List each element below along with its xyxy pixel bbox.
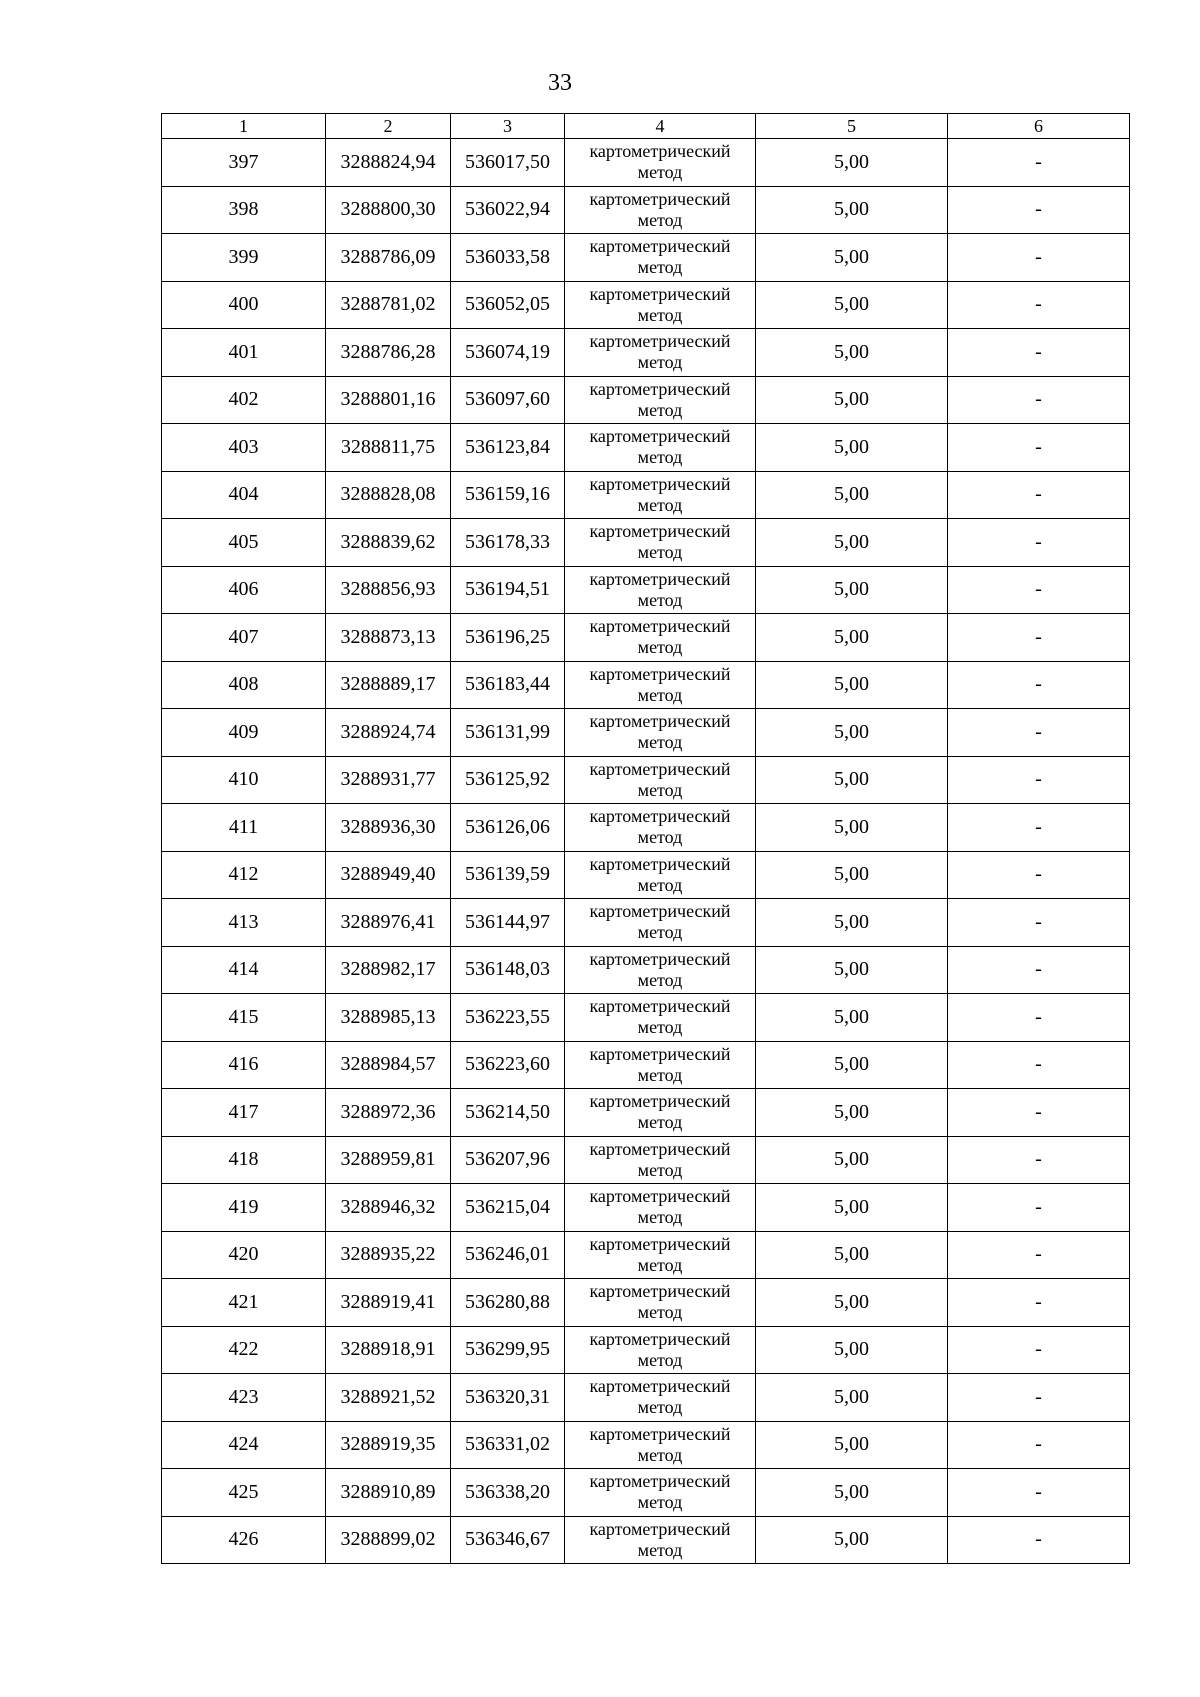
y-coordinate-cell: 536299,95 bbox=[451, 1326, 565, 1374]
table-row bbox=[162, 1469, 1130, 1517]
accuracy-cell: 5,00 bbox=[756, 329, 948, 377]
table-row bbox=[162, 1374, 1130, 1422]
method-text-line: картометрический bbox=[589, 711, 731, 732]
method-text-line: картометрический bbox=[589, 1328, 731, 1349]
y-coordinate-cell: 536148,03 bbox=[451, 946, 565, 994]
note-cell: - bbox=[948, 329, 1130, 377]
y-coordinate-cell: 536033,58 bbox=[451, 234, 565, 282]
method-text-line: метод bbox=[637, 162, 683, 183]
table-row bbox=[162, 804, 1130, 852]
table-row bbox=[162, 519, 1130, 567]
table-row bbox=[162, 1184, 1130, 1232]
method-cell bbox=[565, 424, 756, 472]
accuracy-cell: 5,00 bbox=[756, 994, 948, 1042]
method-text-line: картометрический bbox=[589, 473, 731, 494]
point-number-cell: 404 bbox=[162, 471, 326, 519]
method-text-line: картометрический bbox=[589, 758, 731, 779]
accuracy-cell: 5,00 bbox=[756, 1374, 948, 1422]
accuracy-cell: 5,00 bbox=[756, 471, 948, 519]
note-cell: - bbox=[948, 804, 1130, 852]
x-coordinate-cell: 3288949,40 bbox=[326, 851, 451, 899]
method-text-line: картометрический bbox=[589, 378, 731, 399]
y-coordinate-cell: 536125,92 bbox=[451, 756, 565, 804]
accuracy-cell: 5,00 bbox=[756, 614, 948, 662]
point-number-cell: 426 bbox=[162, 1516, 326, 1564]
method-cell bbox=[565, 946, 756, 994]
method-text-line: метод bbox=[637, 399, 683, 420]
point-number-cell: 424 bbox=[162, 1421, 326, 1469]
method-text-line: метод bbox=[637, 542, 683, 563]
point-number-cell: 425 bbox=[162, 1469, 326, 1517]
method-cell bbox=[565, 804, 756, 852]
method-cell bbox=[565, 1184, 756, 1232]
method-text-line: метод bbox=[637, 352, 683, 373]
x-coordinate-cell: 3288984,57 bbox=[326, 1041, 451, 1089]
accuracy-cell: 5,00 bbox=[756, 1421, 948, 1469]
note-cell: - bbox=[948, 566, 1130, 614]
y-coordinate-cell: 536320,31 bbox=[451, 1374, 565, 1422]
method-text-line: картометрический bbox=[589, 1091, 731, 1112]
y-coordinate-cell: 536123,84 bbox=[451, 424, 565, 472]
note-cell: - bbox=[948, 1279, 1130, 1327]
x-coordinate-cell: 3288786,09 bbox=[326, 234, 451, 282]
table-row bbox=[162, 566, 1130, 614]
method-text-line: картометрический bbox=[589, 283, 731, 304]
y-coordinate-cell: 536144,97 bbox=[451, 899, 565, 947]
method-cell bbox=[565, 1469, 756, 1517]
point-number-cell: 398 bbox=[162, 186, 326, 234]
method-cell bbox=[565, 1136, 756, 1184]
x-coordinate-cell: 3288786,28 bbox=[326, 329, 451, 377]
method-text-line: метод bbox=[637, 684, 683, 705]
note-cell: - bbox=[948, 614, 1130, 662]
method-cell bbox=[565, 234, 756, 282]
y-coordinate-cell: 536207,96 bbox=[451, 1136, 565, 1184]
y-coordinate-cell: 536178,33 bbox=[451, 519, 565, 567]
note-cell: - bbox=[948, 376, 1130, 424]
method-text-line: картометрический bbox=[589, 663, 731, 684]
method-text-line: метод bbox=[637, 589, 683, 610]
point-number-cell: 415 bbox=[162, 994, 326, 1042]
point-number-cell: 422 bbox=[162, 1326, 326, 1374]
table-row bbox=[162, 1089, 1130, 1137]
method-text-line: метод bbox=[637, 1064, 683, 1085]
method-text-line: метод bbox=[637, 1017, 683, 1038]
y-coordinate-cell: 536196,25 bbox=[451, 614, 565, 662]
table-header-row bbox=[162, 114, 1130, 139]
y-coordinate-cell: 536131,99 bbox=[451, 709, 565, 757]
point-number-cell: 403 bbox=[162, 424, 326, 472]
column-header: 4 bbox=[565, 114, 756, 139]
point-number-cell: 405 bbox=[162, 519, 326, 567]
note-cell: - bbox=[948, 1326, 1130, 1374]
note-cell: - bbox=[948, 661, 1130, 709]
method-cell bbox=[565, 376, 756, 424]
method-cell bbox=[565, 709, 756, 757]
accuracy-cell: 5,00 bbox=[756, 186, 948, 234]
x-coordinate-cell: 3288811,75 bbox=[326, 424, 451, 472]
y-coordinate-cell: 536139,59 bbox=[451, 851, 565, 899]
point-number-cell: 402 bbox=[162, 376, 326, 424]
method-text-line: картометрический bbox=[589, 616, 731, 637]
method-text-line: картометрический bbox=[589, 1471, 731, 1492]
table-row bbox=[162, 1516, 1130, 1564]
x-coordinate-cell: 3288801,16 bbox=[326, 376, 451, 424]
method-cell bbox=[565, 851, 756, 899]
accuracy-cell: 5,00 bbox=[756, 709, 948, 757]
x-coordinate-cell: 3288919,35 bbox=[326, 1421, 451, 1469]
y-coordinate-cell: 536159,16 bbox=[451, 471, 565, 519]
point-number-cell: 419 bbox=[162, 1184, 326, 1232]
x-coordinate-cell: 3288924,74 bbox=[326, 709, 451, 757]
column-header: 1 bbox=[162, 114, 326, 139]
method-cell bbox=[565, 994, 756, 1042]
x-coordinate-cell: 3288856,93 bbox=[326, 566, 451, 614]
x-coordinate-cell: 3288985,13 bbox=[326, 994, 451, 1042]
column-header: 6 bbox=[948, 114, 1130, 139]
table-row bbox=[162, 1041, 1130, 1089]
method-text-line: метод bbox=[637, 257, 683, 278]
table-row bbox=[162, 851, 1130, 899]
point-number-cell: 397 bbox=[162, 139, 326, 187]
method-cell bbox=[565, 1516, 756, 1564]
point-number-cell: 413 bbox=[162, 899, 326, 947]
method-cell bbox=[565, 1374, 756, 1422]
accuracy-cell: 5,00 bbox=[756, 1231, 948, 1279]
column-header: 2 bbox=[326, 114, 451, 139]
method-text-line: картометрический bbox=[589, 188, 731, 209]
table-row bbox=[162, 614, 1130, 662]
point-number-cell: 420 bbox=[162, 1231, 326, 1279]
method-text-line: метод bbox=[637, 1539, 683, 1560]
y-coordinate-cell: 536022,94 bbox=[451, 186, 565, 234]
table-row bbox=[162, 329, 1130, 377]
y-coordinate-cell: 536346,67 bbox=[451, 1516, 565, 1564]
table-row bbox=[162, 709, 1130, 757]
method-text-line: метод bbox=[637, 209, 683, 230]
y-coordinate-cell: 536126,06 bbox=[451, 804, 565, 852]
accuracy-cell: 5,00 bbox=[756, 1516, 948, 1564]
accuracy-cell: 5,00 bbox=[756, 1279, 948, 1327]
method-cell bbox=[565, 329, 756, 377]
table-row bbox=[162, 756, 1130, 804]
method-cell bbox=[565, 186, 756, 234]
note-cell: - bbox=[948, 424, 1130, 472]
method-text-line: метод bbox=[637, 969, 683, 990]
table-row bbox=[162, 234, 1130, 282]
y-coordinate-cell: 536280,88 bbox=[451, 1279, 565, 1327]
method-text-line: картометрический bbox=[589, 236, 731, 257]
note-cell: - bbox=[948, 471, 1130, 519]
x-coordinate-cell: 3288839,62 bbox=[326, 519, 451, 567]
method-text-line: картометрический bbox=[589, 141, 731, 162]
note-cell: - bbox=[948, 1231, 1130, 1279]
y-coordinate-cell: 536338,20 bbox=[451, 1469, 565, 1517]
y-coordinate-cell: 536194,51 bbox=[451, 566, 565, 614]
note-cell: - bbox=[948, 994, 1130, 1042]
point-number-cell: 401 bbox=[162, 329, 326, 377]
accuracy-cell: 5,00 bbox=[756, 661, 948, 709]
method-cell bbox=[565, 1089, 756, 1137]
y-coordinate-cell: 536246,01 bbox=[451, 1231, 565, 1279]
method-text-line: картометрический bbox=[589, 426, 731, 447]
x-coordinate-cell: 3288976,41 bbox=[326, 899, 451, 947]
accuracy-cell: 5,00 bbox=[756, 234, 948, 282]
point-number-cell: 414 bbox=[162, 946, 326, 994]
accuracy-cell: 5,00 bbox=[756, 946, 948, 994]
method-text-line: картометрический bbox=[589, 521, 731, 542]
accuracy-cell: 5,00 bbox=[756, 566, 948, 614]
table-row bbox=[162, 661, 1130, 709]
method-cell bbox=[565, 614, 756, 662]
method-cell bbox=[565, 281, 756, 329]
method-text-line: картометрический bbox=[589, 1518, 731, 1539]
coordinates-table bbox=[161, 113, 1130, 1564]
column-header: 5 bbox=[756, 114, 948, 139]
table-row bbox=[162, 1421, 1130, 1469]
table-row bbox=[162, 281, 1130, 329]
accuracy-cell: 5,00 bbox=[756, 1469, 948, 1517]
x-coordinate-cell: 3288889,17 bbox=[326, 661, 451, 709]
method-text-line: картометрический bbox=[589, 1043, 731, 1064]
accuracy-cell: 5,00 bbox=[756, 376, 948, 424]
method-cell bbox=[565, 1326, 756, 1374]
note-cell: - bbox=[948, 1089, 1130, 1137]
point-number-cell: 411 bbox=[162, 804, 326, 852]
table-row bbox=[162, 1136, 1130, 1184]
accuracy-cell: 5,00 bbox=[756, 1184, 948, 1232]
table-row bbox=[162, 139, 1130, 187]
note-cell: - bbox=[948, 1469, 1130, 1517]
accuracy-cell: 5,00 bbox=[756, 139, 948, 187]
accuracy-cell: 5,00 bbox=[756, 804, 948, 852]
note-cell: - bbox=[948, 709, 1130, 757]
x-coordinate-cell: 3288936,30 bbox=[326, 804, 451, 852]
point-number-cell: 423 bbox=[162, 1374, 326, 1422]
table-row bbox=[162, 899, 1130, 947]
page-number bbox=[40, 70, 1080, 97]
method-text-line: метод bbox=[637, 1112, 683, 1133]
y-coordinate-cell: 536215,04 bbox=[451, 1184, 565, 1232]
table-row bbox=[162, 376, 1130, 424]
accuracy-cell: 5,00 bbox=[756, 1326, 948, 1374]
accuracy-cell: 5,00 bbox=[756, 1089, 948, 1137]
x-coordinate-cell: 3288800,30 bbox=[326, 186, 451, 234]
method-cell bbox=[565, 471, 756, 519]
x-coordinate-cell: 3288982,17 bbox=[326, 946, 451, 994]
method-text-line: метод bbox=[637, 1444, 683, 1465]
note-cell: - bbox=[948, 1421, 1130, 1469]
accuracy-cell: 5,00 bbox=[756, 851, 948, 899]
x-coordinate-cell: 3288935,22 bbox=[326, 1231, 451, 1279]
method-cell bbox=[565, 519, 756, 567]
method-text-line: метод bbox=[637, 732, 683, 753]
note-cell: - bbox=[948, 234, 1130, 282]
method-text-line: метод bbox=[637, 304, 683, 325]
x-coordinate-cell: 3288910,89 bbox=[326, 1469, 451, 1517]
table-row bbox=[162, 424, 1130, 472]
point-number-cell: 399 bbox=[162, 234, 326, 282]
method-text-line: метод bbox=[637, 922, 683, 943]
table-row bbox=[162, 471, 1130, 519]
x-coordinate-cell: 3288873,13 bbox=[326, 614, 451, 662]
accuracy-cell: 5,00 bbox=[756, 1041, 948, 1089]
y-coordinate-cell: 536052,05 bbox=[451, 281, 565, 329]
note-cell: - bbox=[948, 1184, 1130, 1232]
method-text-line: метод bbox=[637, 827, 683, 848]
point-number-cell: 408 bbox=[162, 661, 326, 709]
y-coordinate-cell: 536183,44 bbox=[451, 661, 565, 709]
note-cell: - bbox=[948, 1516, 1130, 1564]
point-number-cell: 410 bbox=[162, 756, 326, 804]
method-text-line: метод bbox=[637, 779, 683, 800]
method-text-line: картометрический bbox=[589, 1186, 731, 1207]
note-cell: - bbox=[948, 186, 1130, 234]
y-coordinate-cell: 536074,19 bbox=[451, 329, 565, 377]
x-coordinate-cell: 3288931,77 bbox=[326, 756, 451, 804]
note-cell: - bbox=[948, 1374, 1130, 1422]
method-text-line: метод bbox=[637, 874, 683, 895]
point-number-cell: 417 bbox=[162, 1089, 326, 1137]
accuracy-cell: 5,00 bbox=[756, 424, 948, 472]
method-text-line: метод bbox=[637, 1492, 683, 1513]
accuracy-cell: 5,00 bbox=[756, 899, 948, 947]
x-coordinate-cell: 3288972,36 bbox=[326, 1089, 451, 1137]
x-coordinate-cell: 3288824,94 bbox=[326, 139, 451, 187]
method-text-line: метод bbox=[637, 1207, 683, 1228]
y-coordinate-cell: 536097,60 bbox=[451, 376, 565, 424]
method-cell bbox=[565, 139, 756, 187]
method-text-line: картометрический bbox=[589, 1281, 731, 1302]
table-row bbox=[162, 946, 1130, 994]
note-cell: - bbox=[948, 1136, 1130, 1184]
method-text-line: картометрический bbox=[589, 331, 731, 352]
point-number-cell: 400 bbox=[162, 281, 326, 329]
method-text-line: метод bbox=[637, 494, 683, 515]
point-number-cell: 406 bbox=[162, 566, 326, 614]
method-cell bbox=[565, 899, 756, 947]
method-cell bbox=[565, 1421, 756, 1469]
table-row bbox=[162, 186, 1130, 234]
method-text-line: метод bbox=[637, 447, 683, 468]
table-row bbox=[162, 994, 1130, 1042]
x-coordinate-cell: 3288899,02 bbox=[326, 1516, 451, 1564]
method-cell bbox=[565, 756, 756, 804]
x-coordinate-cell: 3288921,52 bbox=[326, 1374, 451, 1422]
method-text-line: картометрический bbox=[589, 1423, 731, 1444]
method-cell bbox=[565, 1231, 756, 1279]
x-coordinate-cell: 3288919,41 bbox=[326, 1279, 451, 1327]
accuracy-cell: 5,00 bbox=[756, 1136, 948, 1184]
accuracy-cell: 5,00 bbox=[756, 519, 948, 567]
point-number-cell: 409 bbox=[162, 709, 326, 757]
method-text-line: метод bbox=[637, 1397, 683, 1418]
method-cell bbox=[565, 661, 756, 709]
method-cell bbox=[565, 566, 756, 614]
x-coordinate-cell: 3288946,32 bbox=[326, 1184, 451, 1232]
note-cell: - bbox=[948, 946, 1130, 994]
note-cell: - bbox=[948, 281, 1130, 329]
point-number-cell: 412 bbox=[162, 851, 326, 899]
method-text-line: метод bbox=[637, 1349, 683, 1370]
y-coordinate-cell: 536214,50 bbox=[451, 1089, 565, 1137]
method-text-line: метод bbox=[637, 1254, 683, 1275]
method-text-line: картометрический bbox=[589, 948, 731, 969]
page-number-text: 33 bbox=[548, 70, 572, 96]
method-text-line: картометрический bbox=[589, 1376, 731, 1397]
note-cell: - bbox=[948, 756, 1130, 804]
x-coordinate-cell: 3288918,91 bbox=[326, 1326, 451, 1374]
point-number-cell: 407 bbox=[162, 614, 326, 662]
method-text-line: метод bbox=[637, 637, 683, 658]
y-coordinate-cell: 536331,02 bbox=[451, 1421, 565, 1469]
note-cell: - bbox=[948, 1041, 1130, 1089]
method-text-line: метод bbox=[637, 1159, 683, 1180]
point-number-cell: 416 bbox=[162, 1041, 326, 1089]
y-coordinate-cell: 536017,50 bbox=[451, 139, 565, 187]
method-text-line: картометрический bbox=[589, 996, 731, 1017]
note-cell: - bbox=[948, 899, 1130, 947]
column-header: 3 bbox=[451, 114, 565, 139]
x-coordinate-cell: 3288781,02 bbox=[326, 281, 451, 329]
note-cell: - bbox=[948, 139, 1130, 187]
accuracy-cell: 5,00 bbox=[756, 756, 948, 804]
x-coordinate-cell: 3288828,08 bbox=[326, 471, 451, 519]
table-row bbox=[162, 1231, 1130, 1279]
method-text-line: картометрический bbox=[589, 806, 731, 827]
method-text-line: картометрический bbox=[589, 568, 731, 589]
method-text-line: картометрический bbox=[589, 1138, 731, 1159]
method-cell bbox=[565, 1279, 756, 1327]
x-coordinate-cell: 3288959,81 bbox=[326, 1136, 451, 1184]
point-number-cell: 418 bbox=[162, 1136, 326, 1184]
method-text-line: метод bbox=[637, 1302, 683, 1323]
method-cell bbox=[565, 1041, 756, 1089]
note-cell: - bbox=[948, 519, 1130, 567]
accuracy-cell: 5,00 bbox=[756, 281, 948, 329]
note-cell: - bbox=[948, 851, 1130, 899]
method-text-line: картометрический bbox=[589, 901, 731, 922]
y-coordinate-cell: 536223,60 bbox=[451, 1041, 565, 1089]
table-row bbox=[162, 1326, 1130, 1374]
table-row bbox=[162, 1279, 1130, 1327]
y-coordinate-cell: 536223,55 bbox=[451, 994, 565, 1042]
method-text-line: картометрический bbox=[589, 1233, 731, 1254]
point-number-cell: 421 bbox=[162, 1279, 326, 1327]
method-text-line: картометрический bbox=[589, 853, 731, 874]
